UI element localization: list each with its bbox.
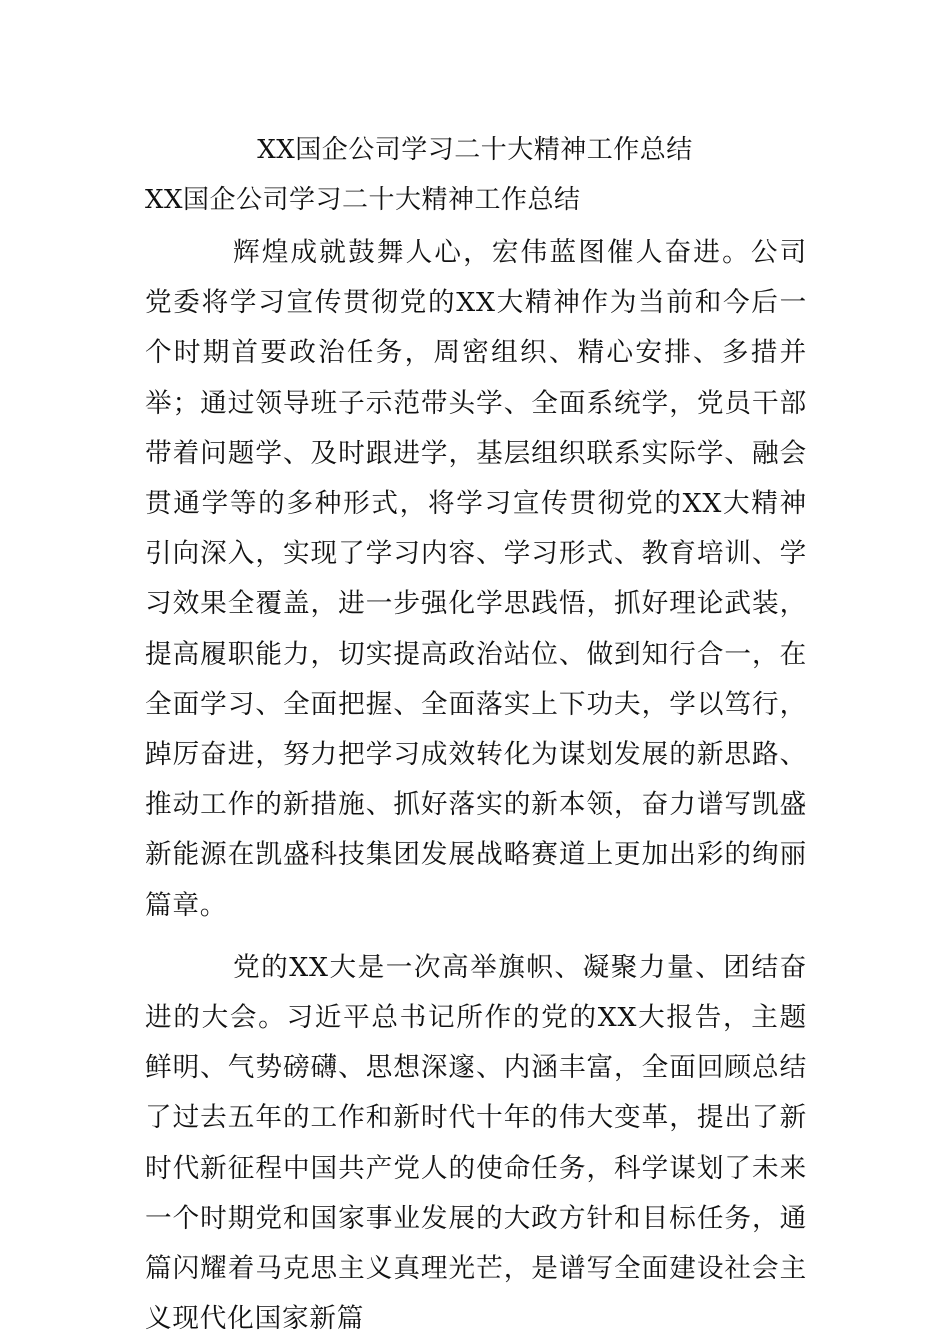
document-title: XX国企公司学习二十大精神工作总结 (257, 135, 693, 165)
document-body (145, 228, 807, 1344)
paragraph-2: 党的XX大是一次高举旗帜、凝聚力量、团结奋进的大会。习近平总书记所作的党的XX大报告，主题鲜明、气势磅礴、思想深邃、内涵丰富，全面回顾总结了过去五年的工作和新时代十年的伟大变革，提出了新时代新征程中国共产党人的使命任务，科学谋划了未来一个时期党和国家事业发展的大政方针和目标任务，通篇闪耀着马克思主义真理光芒，是谱写全面建设社会主义现代化国家新篇 (145, 951, 807, 1335)
document-subtitle: XX国企公司学习二十大精神工作总结 (145, 185, 581, 215)
paragraph-1: 辉煌成就鼓舞人心，宏伟蓝图催人奋进。公司党委将学习宣传贯彻党的XX大精神作为当前和今后一个时期首要政治任务，周密组织、精心安排、多措并举；通过领导班子示范带头学、全面系统学，党员干部带着问题学、及时跟进学，基层组织联系实际学、融会贯通学等的多种形式，将学习宣传贯彻党的XX大精神引向深入，实现了学习内容、学习形式、教育培训、学习效果全覆盖，进一步强化学思践悟，抓好理论武装，提高履职能力，切实提高政治站位、做到知行合一，在全面学习、全面把握、全面落实上下功夫，学以笃行，踔厉奋进，努力把学习成效转化为谋划发展的新思路、推动工作的新措施、抓好落实的新本领，奋力谱写凯盛新能源在凯盛科技集团发展战略赛道上更加出彩的绚丽篇章。 (145, 237, 807, 921)
